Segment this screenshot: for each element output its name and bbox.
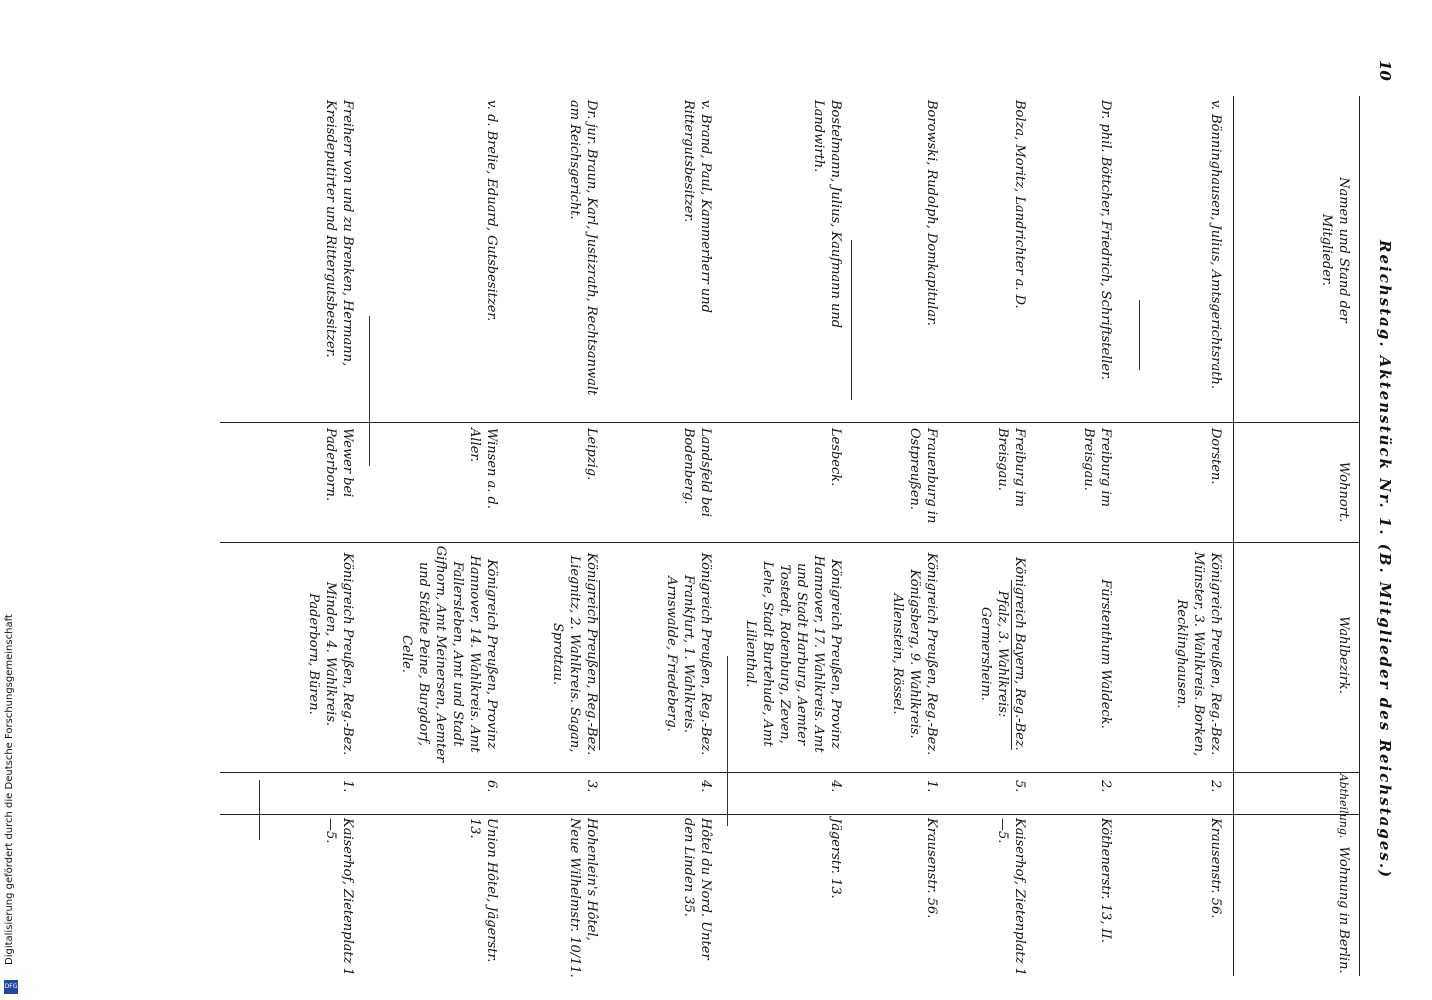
credit-text: Digitalisierung gefördert durch die Deutsche Forschungsgemeinschaft (4, 614, 15, 965)
member-wohnort: Winsen a. d. Aller. (467, 428, 499, 510)
column-header-abtheilung: Abtheilung. (1337, 773, 1350, 839)
member-wohnort: Dorsten. (1208, 428, 1223, 485)
member-wohnung: Köthenerstr. 13, II. (1098, 818, 1113, 943)
member-name: Dr. jur. Braun, Karl, Justizrath, Rechtsanwalt am Reichsgericht. (567, 100, 599, 396)
member-wohnort: Wewer bei Paderborn. (323, 428, 355, 502)
member-name: Bostelmann, Julius, Kaufmann und Landwirth. (811, 100, 843, 329)
column-header-wohnort: Wohnort. (1336, 461, 1351, 523)
member-wohnung: Krausenstr. 56. (1208, 818, 1223, 919)
member-abtheilung: 1. (924, 780, 939, 793)
member-wahlbezirk: Fürstenthum Waldeck. (1098, 579, 1113, 729)
member-wahlbezirk: Königreich Preußen, Reg.-Bez. Minden, 4. Wahlkreis. Paderborn, Büren. (306, 552, 355, 756)
top-rule (1359, 96, 1360, 976)
row-separator (369, 316, 370, 466)
digitization-credit (4, 594, 18, 994)
document-page (200, 60, 1400, 980)
member-wohnung: Kaiserhof, Zietenplatz 1—5. (995, 818, 1027, 976)
member-abtheilung: 4. (698, 780, 713, 793)
column-header-wahlbezirk: Wahlbezirk. (1336, 616, 1351, 694)
row-separator (727, 656, 728, 826)
page-title: Reichstag. Aktenstück Nr. 1. (B. Mitglieder des Reichstages.) (1376, 240, 1394, 880)
member-abtheilung: 2. (1208, 780, 1223, 793)
member-wahlbezirk: Königreich Preußen, Reg.-Bez. Frankfurt, 1. Wahlkreis. Arnswalde, Friedeberg. (664, 552, 713, 756)
member-wahlbezirk: Königreich Preußen, Provinz Hannover, 14. Wahlkreis. Amt Fallersleben, Amt und Stadt Gifhorn, Amt Meinersen, Aemter und Städte Peine, Burgdorf, Celle. (399, 545, 499, 763)
member-wohnort: Frauenburg in Ostpreußen. (907, 428, 939, 524)
member-wohnort: Freiburg im Breisgau. (995, 428, 1027, 507)
page-number: 10 (1376, 60, 1394, 81)
member-name: v. Bönninghausen, Julius, Amtsgerichtsrath. (1208, 100, 1223, 389)
column-header-name: Namen und Stand der Mitglieder. (1319, 177, 1351, 323)
member-name: Borowski, Rudolph, Domkapitular. (924, 100, 939, 327)
member-wohnung: Hohenlein's Hôtel, Neue Wilhelmstr. 10/11. (567, 818, 599, 978)
member-abtheilung: 1. (340, 780, 355, 793)
member-wohnung: Jägerstr. 13. (828, 818, 843, 899)
header-rule (1233, 96, 1234, 976)
column-divider (220, 772, 1360, 773)
member-name: v. Brand, Paul, Kammerherr und Rittergutsbesitzer. (681, 100, 713, 313)
dfg-logo: DFG (4, 980, 18, 994)
row-separator (1011, 580, 1012, 750)
member-wohnung: Union Hôtel, Jägerstr. 13. (467, 818, 499, 963)
member-wohnort: Landsfeld bei Bodenberg. (681, 428, 713, 518)
column-divider (220, 814, 1360, 815)
member-abtheilung: 5. (1012, 780, 1027, 793)
member-abtheilung: 6. (484, 780, 499, 793)
member-name: Bolza, Moritz, Landrichter a. D. (1012, 100, 1027, 309)
member-wahlbezirk: Königreich Bayern, Reg.-Bez. Pfalz, 3. Wahlkreis: Germersheim. (978, 557, 1027, 751)
member-abtheilung: 4. (828, 780, 843, 793)
member-abtheilung: 2. (1098, 780, 1113, 793)
column-header-wohnung: Wohnung in Berlin. (1336, 846, 1351, 974)
member-wohnort: Freiburg im Breisgau. (1081, 428, 1113, 507)
member-wohnung: Kaiserhof, Zietenplatz 1—5. (323, 818, 355, 976)
member-wahlbezirk: Königreich Preußen, Reg.-Bez. Liegnitz, 2. Wahlkreis. Sagan, Sprottau. (550, 552, 599, 756)
row-separator (851, 240, 852, 400)
member-wahlbezirk: Königreich Preußen, Reg.-Bez. Königsberg, 9. Wahlkreis. Allenstein, Rössel. (890, 552, 939, 756)
member-name: Freiherr von und zu Brenken, Hermann, Kreisdeputirter und Rittergutsbesitzer. (323, 100, 355, 367)
member-abtheilung: 3. (584, 780, 599, 793)
member-wahlbezirk: Königreich Preußen, Reg.-Bez. Münster, 3. Wahlkreis. Borken, Recklinghausen. (1174, 551, 1223, 757)
member-wohnung: Krausenstr. 56. (924, 818, 939, 919)
column-divider (220, 422, 1360, 423)
member-name: v. d. Brelie, Eduard, Gutsbesitzer. (484, 100, 499, 322)
member-wohnort: Lesbeck. (828, 428, 843, 487)
member-name: Dr. phil. Böttcher, Friedrich, Schriftsteller. (1098, 100, 1113, 381)
member-wohnort: Leipzig. (584, 428, 599, 481)
row-separator (1139, 300, 1140, 370)
page-header (1366, 60, 1400, 980)
column-divider (220, 542, 1360, 543)
member-wahlbezirk: Königreich Preußen, Provinz Hannover, 17. Wahlkreis. Amt und Stadt Harburg, Aemter Tostedt, Rotenburg, Zeven, Lehe, Stadt Burtehude, Amt Lilienthal. (743, 555, 843, 753)
member-wohnung: Hôtel du Nord. Unter den Linden 35. (681, 818, 713, 960)
row-separator (599, 580, 600, 750)
row-separator (259, 780, 260, 840)
